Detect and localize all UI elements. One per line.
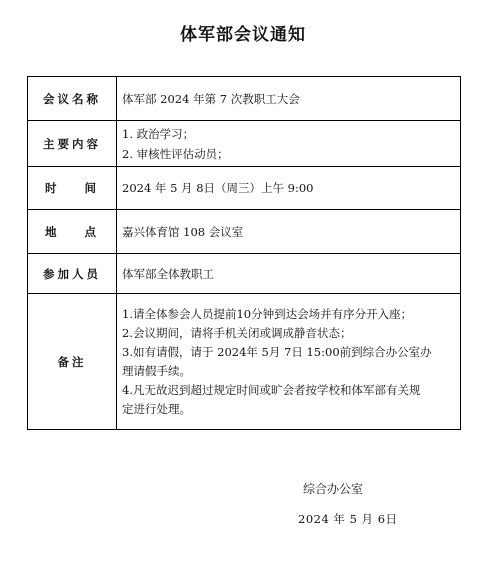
row-value xyxy=(117,121,461,167)
table-row-location xyxy=(28,210,461,254)
note-line: 4.凡无故迟到超过规定时间或旷会者按学校和体军部有关规 xyxy=(122,382,421,397)
agenda-item: 1. 政治学习； xyxy=(122,126,195,141)
issue-date: 2024 年 5 月 6日 xyxy=(298,512,398,526)
row-value xyxy=(117,294,461,430)
row-value xyxy=(117,77,461,121)
row-label: 主要内容 xyxy=(28,121,117,167)
issuing-office: 综合办公室 xyxy=(303,482,364,496)
row-label: 时 间 xyxy=(28,167,117,210)
notice-table xyxy=(27,76,461,430)
table-row-meeting-name xyxy=(28,77,461,121)
table-row-time xyxy=(28,167,461,210)
table-row-notes xyxy=(28,294,461,430)
row-label: 参加人员 xyxy=(28,254,117,294)
row-value xyxy=(117,210,461,254)
agenda-item: 2. 审核性评估动员； xyxy=(122,146,229,161)
row-label: 备注 xyxy=(28,294,117,430)
meeting-name-text: 体军部 2024 年第 7 次教职工大会 xyxy=(122,91,300,106)
table-row-attendees xyxy=(28,254,461,294)
note-line: 理请假手续。 xyxy=(122,363,191,378)
meeting-time-text: 2024 年 5 月 8日（周三）上午 9:00 xyxy=(122,181,314,195)
note-line: 3.如有请假，请于 2024年 5月 7日 15:00前到综合办公室办 xyxy=(122,344,432,359)
row-label: 地 点 xyxy=(28,210,117,254)
note-line: 1.请全体参会人员提前10分钟到达会场并有序分开入座； xyxy=(122,306,413,321)
row-value xyxy=(117,167,461,210)
note-line: 定进行处理。 xyxy=(122,401,191,416)
row-label: 会议名称 xyxy=(28,77,117,121)
table-row-agenda xyxy=(28,121,461,167)
note-line: 2.会议期间，请将手机关闭或调成静音状态； xyxy=(122,325,352,340)
document-title: 体军部会议通知 xyxy=(180,25,306,45)
location-text: 嘉兴体育馆 108 会议室 xyxy=(122,224,244,239)
row-value xyxy=(117,254,461,294)
attendees-text: 体军部全体教职工 xyxy=(122,266,214,281)
